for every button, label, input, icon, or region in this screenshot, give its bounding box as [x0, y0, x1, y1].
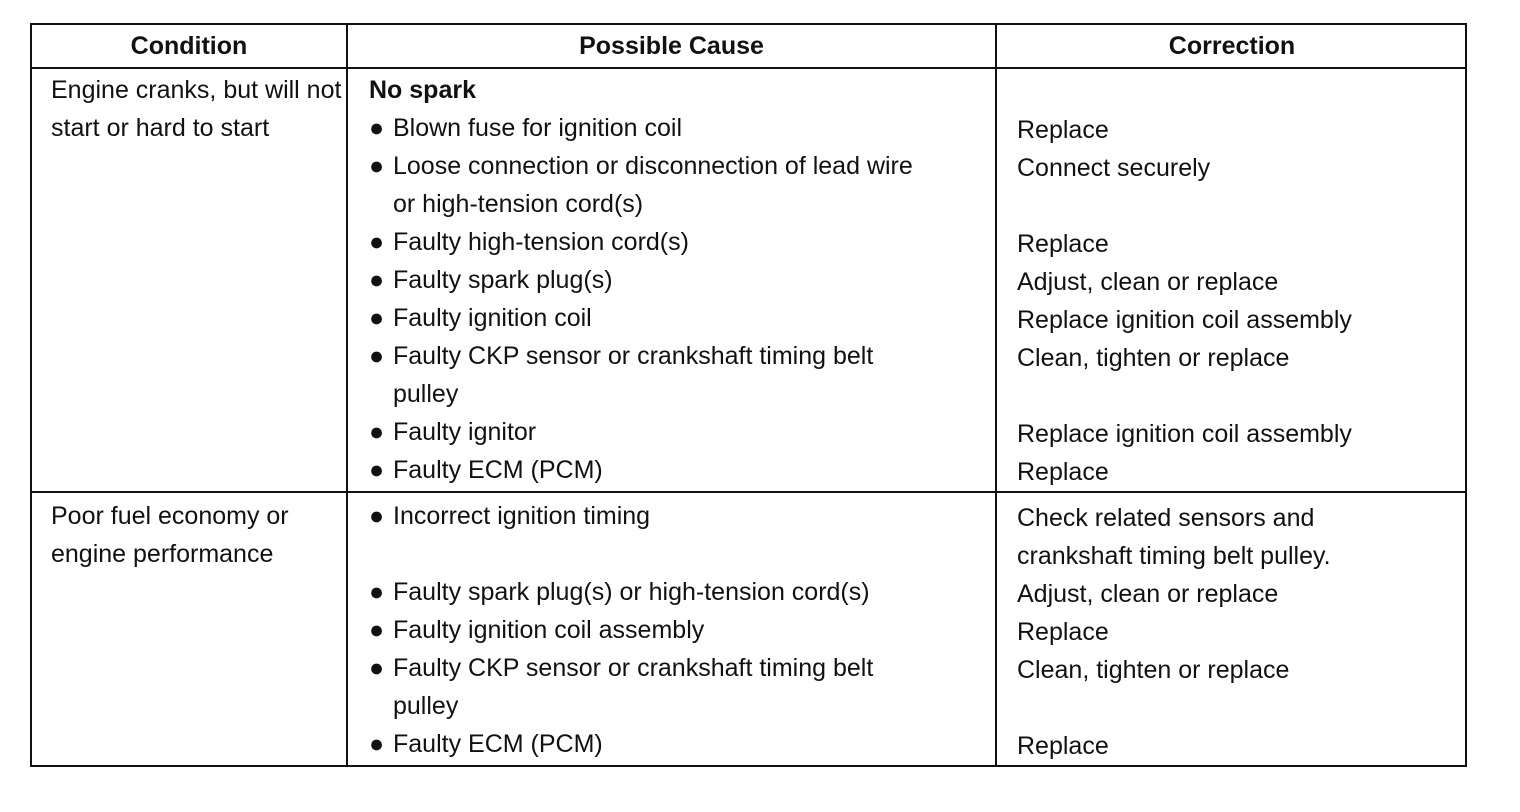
cause-text-continued: or high-tension cord(s): [393, 190, 644, 218]
bullet-icon: ●: [369, 456, 385, 484]
bullet-icon: ●: [369, 266, 385, 294]
bullet-icon: ●: [369, 502, 385, 530]
bullet-icon: ●: [369, 418, 385, 446]
correction-text: Check related sensors and: [1017, 504, 1315, 532]
cause-text: Faulty CKP sensor or crankshaft timing belt: [393, 342, 874, 370]
bullet-icon: ●: [369, 152, 385, 180]
correction-text: Replace ignition coil assembly: [1017, 306, 1352, 334]
correction-text-continued: crankshaft timing belt pulley.: [1017, 542, 1331, 570]
correction-text: Clean, tighten or replace: [1017, 344, 1290, 372]
cause-item: [369, 451, 603, 489]
cause-text: Faulty spark plug(s) or high-tension cord(s): [393, 578, 870, 606]
cause-text: Faulty ignition coil assembly: [393, 616, 705, 644]
cause-text: Faulty CKP sensor or crankshaft timing belt: [393, 654, 874, 682]
cause-text: Faulty spark plug(s): [393, 266, 613, 294]
troubleshooting-table: [30, 23, 1467, 767]
bullet-icon: ●: [369, 228, 385, 256]
header-correction: Correction: [1168, 31, 1296, 60]
correction-text: Replace: [1017, 116, 1109, 144]
column-divider-2: [995, 25, 997, 765]
row-divider: [32, 491, 1465, 493]
cause-text: Loose connection or disconnection of lead wire: [393, 152, 913, 180]
cause-item: [369, 261, 613, 299]
correction-text: Connect securely: [1017, 154, 1211, 182]
cause-text: Faulty ignitor: [393, 418, 537, 446]
condition-cell: Engine cranks, but will not start or hard to start: [51, 76, 342, 142]
cause-group-title: No spark: [369, 76, 476, 104]
bullet-icon: ●: [369, 342, 385, 370]
bullet-icon: ●: [369, 616, 385, 644]
correction-text: Adjust, clean or replace: [1017, 580, 1279, 608]
bullet-icon: ●: [369, 114, 385, 142]
cause-text-continued: pulley: [393, 692, 459, 720]
cause-text: Blown fuse for ignition coil: [393, 114, 683, 142]
header-divider: [32, 67, 1465, 69]
correction-text: Adjust, clean or replace: [1017, 268, 1279, 296]
cause-item: [369, 223, 689, 261]
cause-item: [369, 147, 913, 185]
cause-text: Faulty ECM (PCM): [393, 456, 603, 484]
correction-text: Replace: [1017, 732, 1109, 760]
cause-item: [369, 611, 705, 649]
correction-text: Replace: [1017, 230, 1109, 258]
correction-text: Clean, tighten or replace: [1017, 656, 1290, 684]
cause-item: [369, 413, 537, 451]
header-possible-cause: Possible Cause: [579, 31, 764, 60]
cause-text: Faulty ECM (PCM): [393, 730, 603, 758]
cause-item: [369, 497, 651, 535]
cause-item: [369, 337, 874, 375]
bullet-icon: ●: [369, 654, 385, 682]
bullet-icon: ●: [369, 730, 385, 758]
cause-item: [369, 299, 592, 337]
cause-text: Faulty ignition coil: [393, 304, 592, 332]
cause-item: [369, 725, 603, 763]
cause-text: Faulty high-tension cord(s): [393, 228, 689, 256]
bullet-icon: ●: [369, 304, 385, 332]
correction-text: Replace: [1017, 618, 1109, 646]
bullet-icon: ●: [369, 578, 385, 606]
correction-text: Replace: [1017, 458, 1109, 486]
condition-cell: Poor fuel economy or engine performance: [51, 502, 289, 568]
cause-item: [369, 649, 874, 687]
cause-item: [369, 109, 683, 147]
cause-text-continued: pulley: [393, 380, 459, 408]
cause-item: [369, 573, 870, 611]
header-condition: Condition: [130, 31, 248, 60]
cause-text: Incorrect ignition timing: [393, 502, 651, 530]
correction-text: Replace ignition coil assembly: [1017, 420, 1352, 448]
